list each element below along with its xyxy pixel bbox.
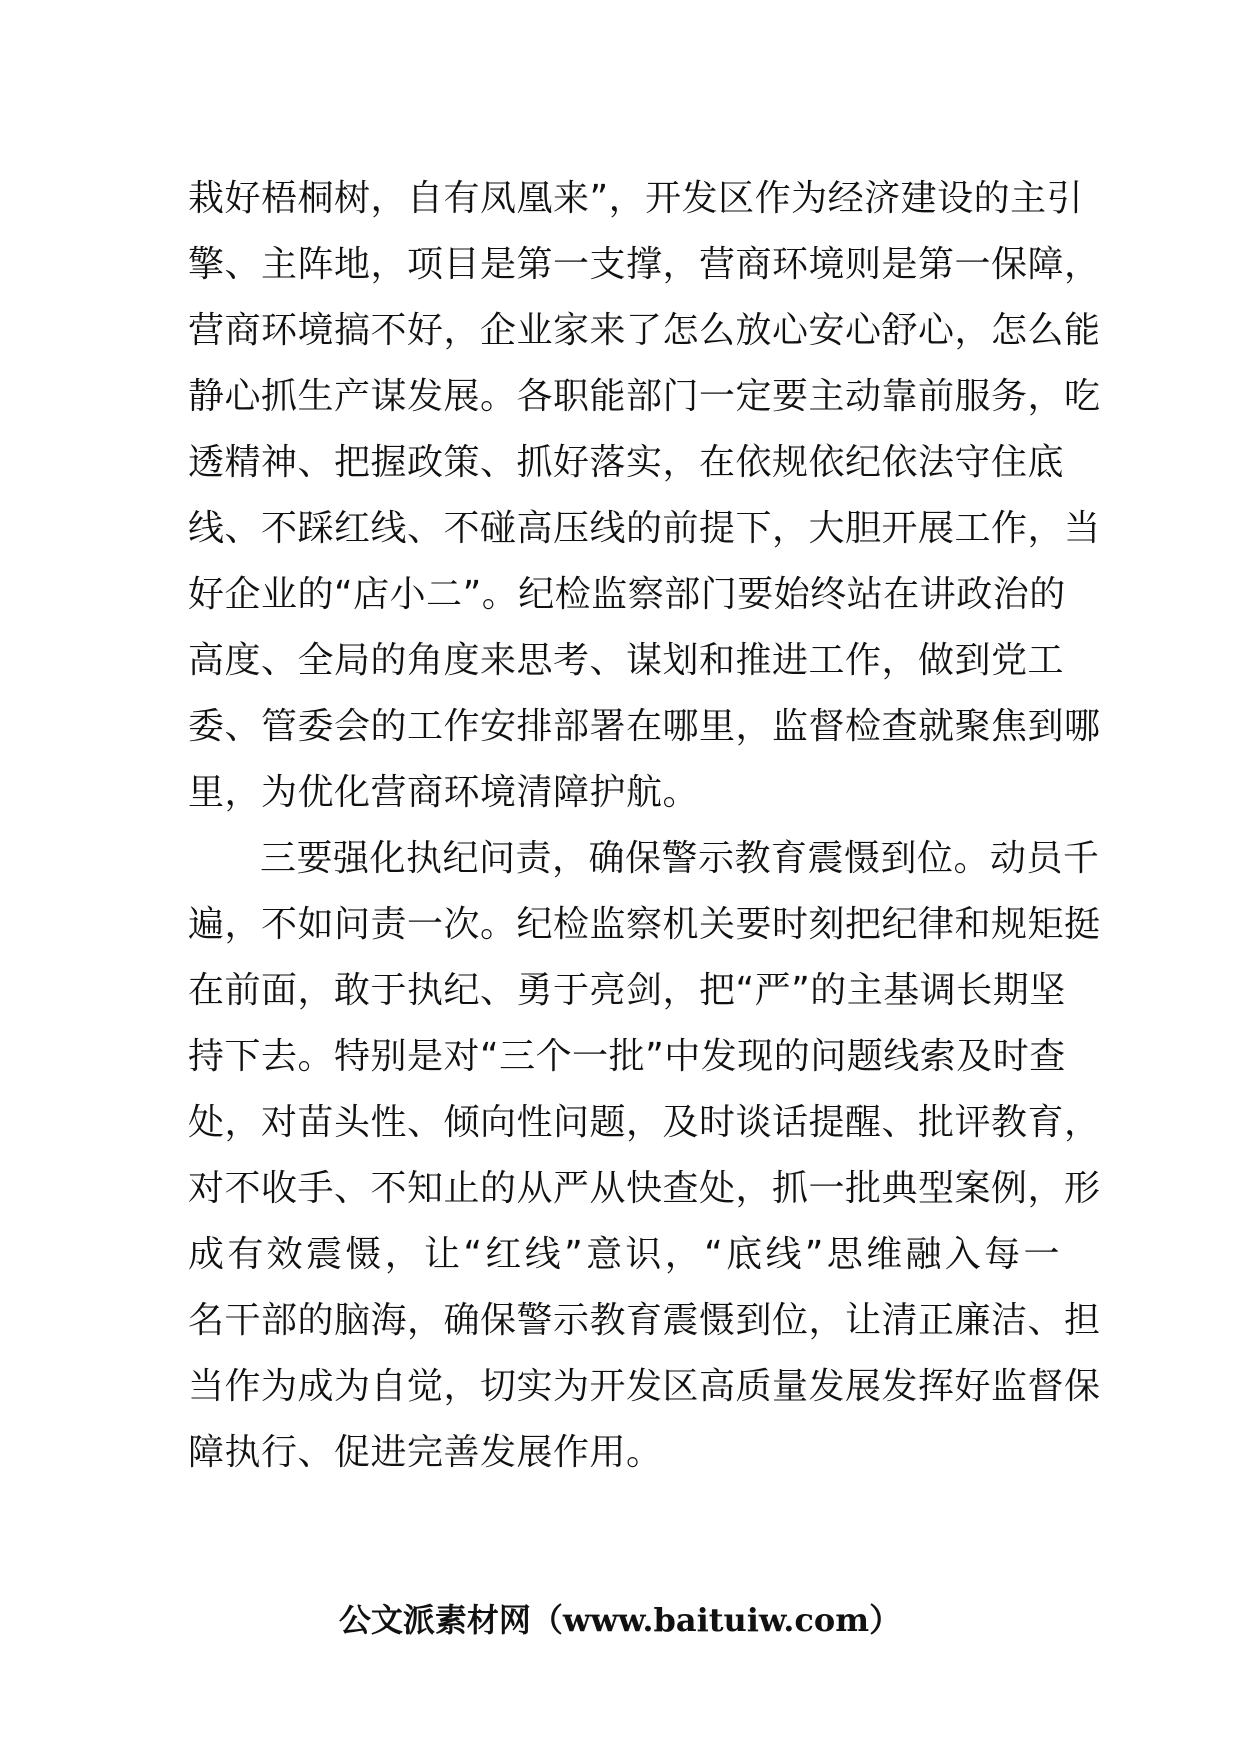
- text-line: 擎、主阵地，项目是第一支撑，营商环境则是第一保障，: [188, 244, 1101, 285]
- text-line: 三要强化执纪问责，确保警示教育震慑到位。动员千: [260, 838, 1100, 879]
- text-line: 营商环境搞不好，企业家来了怎么放心安心舒心，怎么能: [188, 310, 1101, 351]
- text-line: 处，对苗头性、倾向性问题，及时谈话提醒、批评教育，: [188, 1102, 1101, 1143]
- text-line: 高度、全局的角度来思考、谋划和推进工作，做到党工: [188, 640, 1065, 681]
- text-line: 障执行、促进完善发展作用。: [188, 1432, 663, 1473]
- text-line: 栽好梧桐树，自有凤凰来”，开发区作为经济建设的主引: [188, 178, 1084, 219]
- paragraph-2: [188, 826, 1101, 1486]
- text-line: 好企业的“店小二”。纪检监察部门要始终站在讲政治的: [188, 574, 1066, 615]
- text-line: 持下去。特别是对“三个一批”中发现的问题线索及时查: [188, 1036, 1066, 1077]
- footer-source-text: 公文派素材网（www.baituiw.com）: [338, 1601, 902, 1639]
- text-line: 对不收手、不知止的从严从快查处，抓一批典型案例，形: [188, 1168, 1101, 1209]
- text-line: 在前面，敢于执纪、勇于亮剑，把“严”的主基调长期坚: [188, 970, 1066, 1011]
- text-line: 遍，不如问责一次。纪检监察机关要时刻把纪律和规矩挺: [188, 904, 1101, 945]
- text-line: 透精神、把握政策、抓好落实，在依规依纪依法守住底: [188, 442, 1065, 483]
- text-line: 静心抓生产谋发展。各职能部门一定要主动靠前服务，吃: [188, 376, 1101, 417]
- text-line: 当作为成为自觉，切实为开发区高质量发展发挥好监督保: [188, 1366, 1101, 1407]
- text-line: 线、不踩红线、不碰高压线的前提下，大胆开展工作，当: [188, 508, 1101, 549]
- text-line: 名干部的脑海，确保警示教育震慑到位，让清正廉洁、担: [188, 1300, 1101, 1341]
- text-line: 里，为优化营商环境清障护航。: [188, 772, 700, 813]
- text-line: 委、管委会的工作安排部署在哪里，监督检查就聚焦到哪: [188, 706, 1101, 747]
- paragraph-1: [188, 166, 1101, 826]
- text-line: 成有效震慑，让“红线”意识，“底线”思维融入每一: [188, 1234, 1060, 1275]
- document-body: [188, 166, 1101, 1486]
